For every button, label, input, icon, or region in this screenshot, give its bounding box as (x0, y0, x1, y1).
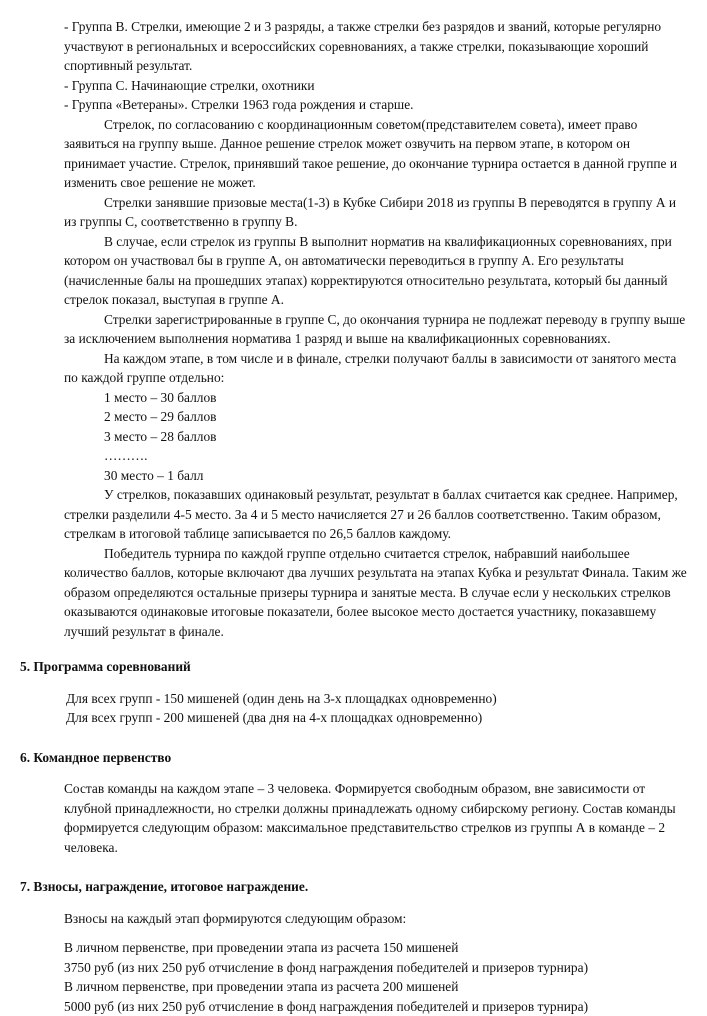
paragraph-qualification-transfer: В случае, если стрелок из группы В выполнит норматив на квалификационных соревнованиях, при котором он участвовал бы в группе А, он автоматически переводиться в группу А. Его результаты (начисленные балы на прошедших этапах) корректируются относительно результата, который бы данный стрелок показал, выступая в группе А. (64, 232, 687, 310)
fee-line: 5000 руб (из них 250 руб отчисление в фонд награждения победителей и призеров турнира) (64, 997, 687, 1016)
group-veterans-item: - Группа «Ветераны». Стрелки 1963 года рождения и старше. (64, 95, 687, 115)
section-6-heading: 6. Командное первенство (20, 748, 687, 768)
fee-line: 3750 руб (из них 250 руб отчисление в фонд награждения победителей и призеров турнира) (64, 958, 687, 978)
paragraph-group-c-rule: Стрелки зарегистрированные в группе С, до окончания турнира не подлежат переводу в группу выше за исключением выполнения норматива 1 разряд и выше на квалификационных соревнованиях. (64, 310, 687, 349)
fees-intro: Взносы на каждый этап формируются следующим образом: (64, 909, 687, 929)
points-ellipsis: ………. (64, 446, 687, 466)
spacer (64, 928, 687, 938)
points-item: 1 место – 30 баллов (64, 388, 687, 408)
section-5-heading: 5. Программа соревнований (20, 657, 687, 677)
paragraph-winner-rule: Победитель турнира по каждой группе отдельно считается стрелок, набравший наибольшее количество баллов, которые включают два лучших результата на этапах Кубка и результат Финала. Таким же образом определяются остальные призеры турнира и занятые места. В случае если у нескольких стрелков оказываются одинаковые итоговые показатели, более высокое место достается участнику, показавшему лучший результат в финале. (64, 544, 687, 642)
paragraph-upgrade-request: Стрелок, по согласованию с координационным советом(представителем совета), имеет право заявиться на группу выше. Данное решение стрелок может озвучить на первом этапе, в котором он принимает участие. Стрелок, принявший такое решение, до окончание турнира остается в данной группе и изменить свое решение не может. (64, 115, 687, 193)
program-line: Для всех групп - 150 мишеней (один день на 3-х площадках одновременно) (64, 689, 687, 709)
paragraph-tie-points: У стрелков, показавших одинаковый результат, результат в баллах считается как среднее. Например, стрелки разделили 4-5 место. За 4 и 5 место начисляется 27 и 26 баллов соответственно. Таким образом, стрелкам в итоговой таблице записывается по 26,5 баллов каждому. (64, 485, 687, 544)
program-line: Для всех групп - 200 мишеней (два дня на 4-х площадках одновременно) (64, 708, 687, 728)
group-b-item: - Группа В. Стрелки, имеющие 2 и 3 разряды, а также стрелки без разрядов и званий, которые регулярно участвуют в региональных и всероссийских соревнованиях, а также стрелки, показывающие хороший спортивный результат. (64, 17, 687, 76)
points-item: 2 место – 29 баллов (64, 407, 687, 427)
points-item: 3 место – 28 баллов (64, 427, 687, 447)
points-list (64, 388, 687, 486)
fee-line: В личном первенстве, при проведении этапа из расчета 200 мишеней (64, 977, 687, 997)
points-item: 30 место – 1 балл (64, 466, 687, 486)
group-c-item: - Группа С. Начинающие стрелки, охотники (64, 76, 687, 96)
team-paragraph: Состав команды на каждом этапе – 3 человека. Формируется свободным образом, вне зависимости от клубной принадлежности, но стрелки должны принадлежать одному сибирскому региону. Состав команды формируется следующим образом: максимальное представительство стрелков из группы А в команде – 2 человека. (64, 779, 687, 857)
paragraph-points-intro: На каждом этапе, в том числе и в финале, стрелки получают баллы в зависимости от занятого места по каждой группе отдельно: (64, 349, 687, 388)
section-7-heading: 7. Взносы, награждение, итоговое награждение. (20, 877, 687, 897)
fee-line: В личном первенстве, при проведении этапа из расчета 150 мишеней (64, 938, 687, 958)
paragraph-prize-transfer: Стрелки занявшие призовые места(1-3) в Кубке Сибири 2018 из группы В переводятся в группу А и из группы С, соответственно в группу В. (64, 193, 687, 232)
